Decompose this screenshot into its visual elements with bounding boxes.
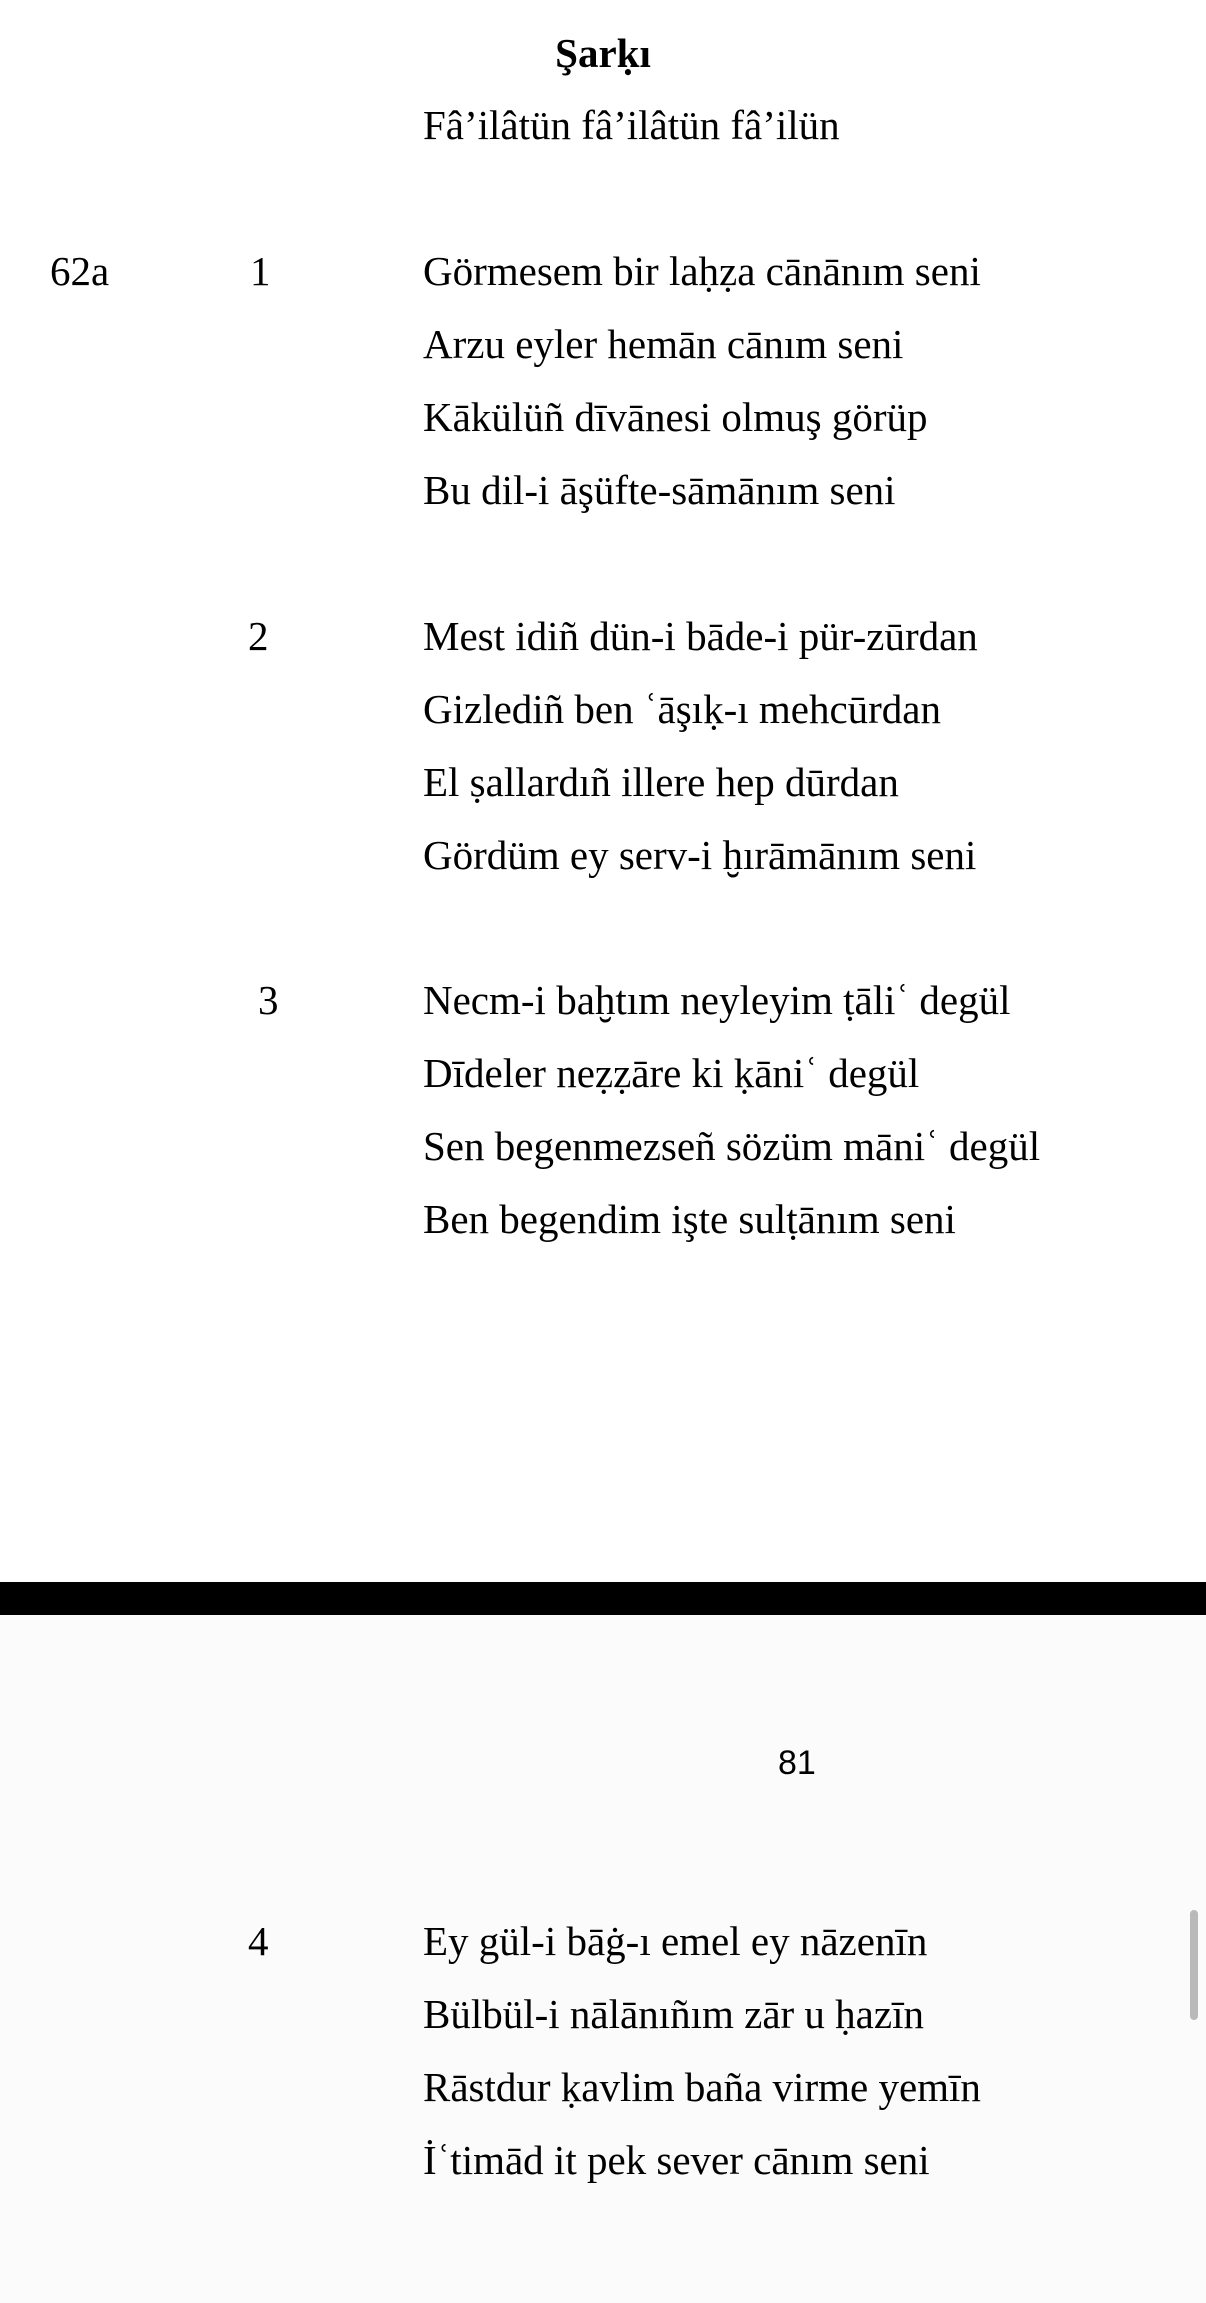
stanza-2: [423, 609, 978, 901]
verse-line: Kākülüñ dīvānesi olmuş görüp: [423, 394, 928, 440]
stanza-4: [423, 1914, 981, 2206]
verse-line: Gizlediñ ben ʿāşıḳ-ı mehcūrdan: [423, 686, 942, 732]
verse-line: Bu dil-i āşüfte-sāmānım seni: [423, 467, 896, 513]
verse-line: Necm-i baḫtım neyleyim ṭāliʿ degül: [423, 977, 1011, 1023]
verse-line: Gördüm ey serv-i ḫırāmānım seni: [423, 832, 977, 878]
verse-line: Görmesem bir laḥẓa cānānım seni: [423, 248, 981, 294]
verse-line: İʿtimād it pek sever cānım seni: [423, 2137, 930, 2183]
verse-line: Rāstdur ḳavlim baña virme yemīn: [423, 2064, 981, 2110]
poem-title: Şarḳı: [555, 30, 651, 76]
verse-line: Bülbül-i nālānıñım zār u ḥazīn: [423, 1991, 924, 2037]
scrollbar-thumb[interactable]: [1190, 1910, 1198, 2020]
verse-line: Dīdeler neẓẓāre ki ḳāniʿ degül: [423, 1050, 920, 1096]
verse-line: Ben begendim işte sulṭānım seni: [423, 1196, 956, 1242]
stanza-1: [423, 244, 981, 536]
verse-line: El ṣallardıñ illere hep dūrdan: [423, 759, 899, 805]
stanza-3: [423, 973, 1040, 1265]
stanza-number-4: 4: [248, 1918, 269, 1964]
page-divider: [0, 1582, 1206, 1615]
page-number: 81: [778, 1744, 816, 1782]
folio-number: 62a: [50, 248, 110, 294]
verse-line: Arzu eyler hemān cānım seni: [423, 321, 904, 367]
verse-line: Sen begenmezseñ sözüm māniʿ degül: [423, 1123, 1041, 1169]
verse-line: Mest idiñ dün-i bāde-i pür-zūrdan: [423, 613, 978, 659]
poem-meter: Fâ’ilâtün fâ’ilâtün fâ’ilün: [423, 102, 840, 148]
verse-line: Ey gül-i bāġ-ı emel ey nāzenīn: [423, 1918, 928, 1964]
stanza-number-3: 3: [258, 977, 279, 1023]
stanza-number-2: 2: [248, 613, 269, 659]
stanza-number-1: 1: [250, 248, 271, 294]
